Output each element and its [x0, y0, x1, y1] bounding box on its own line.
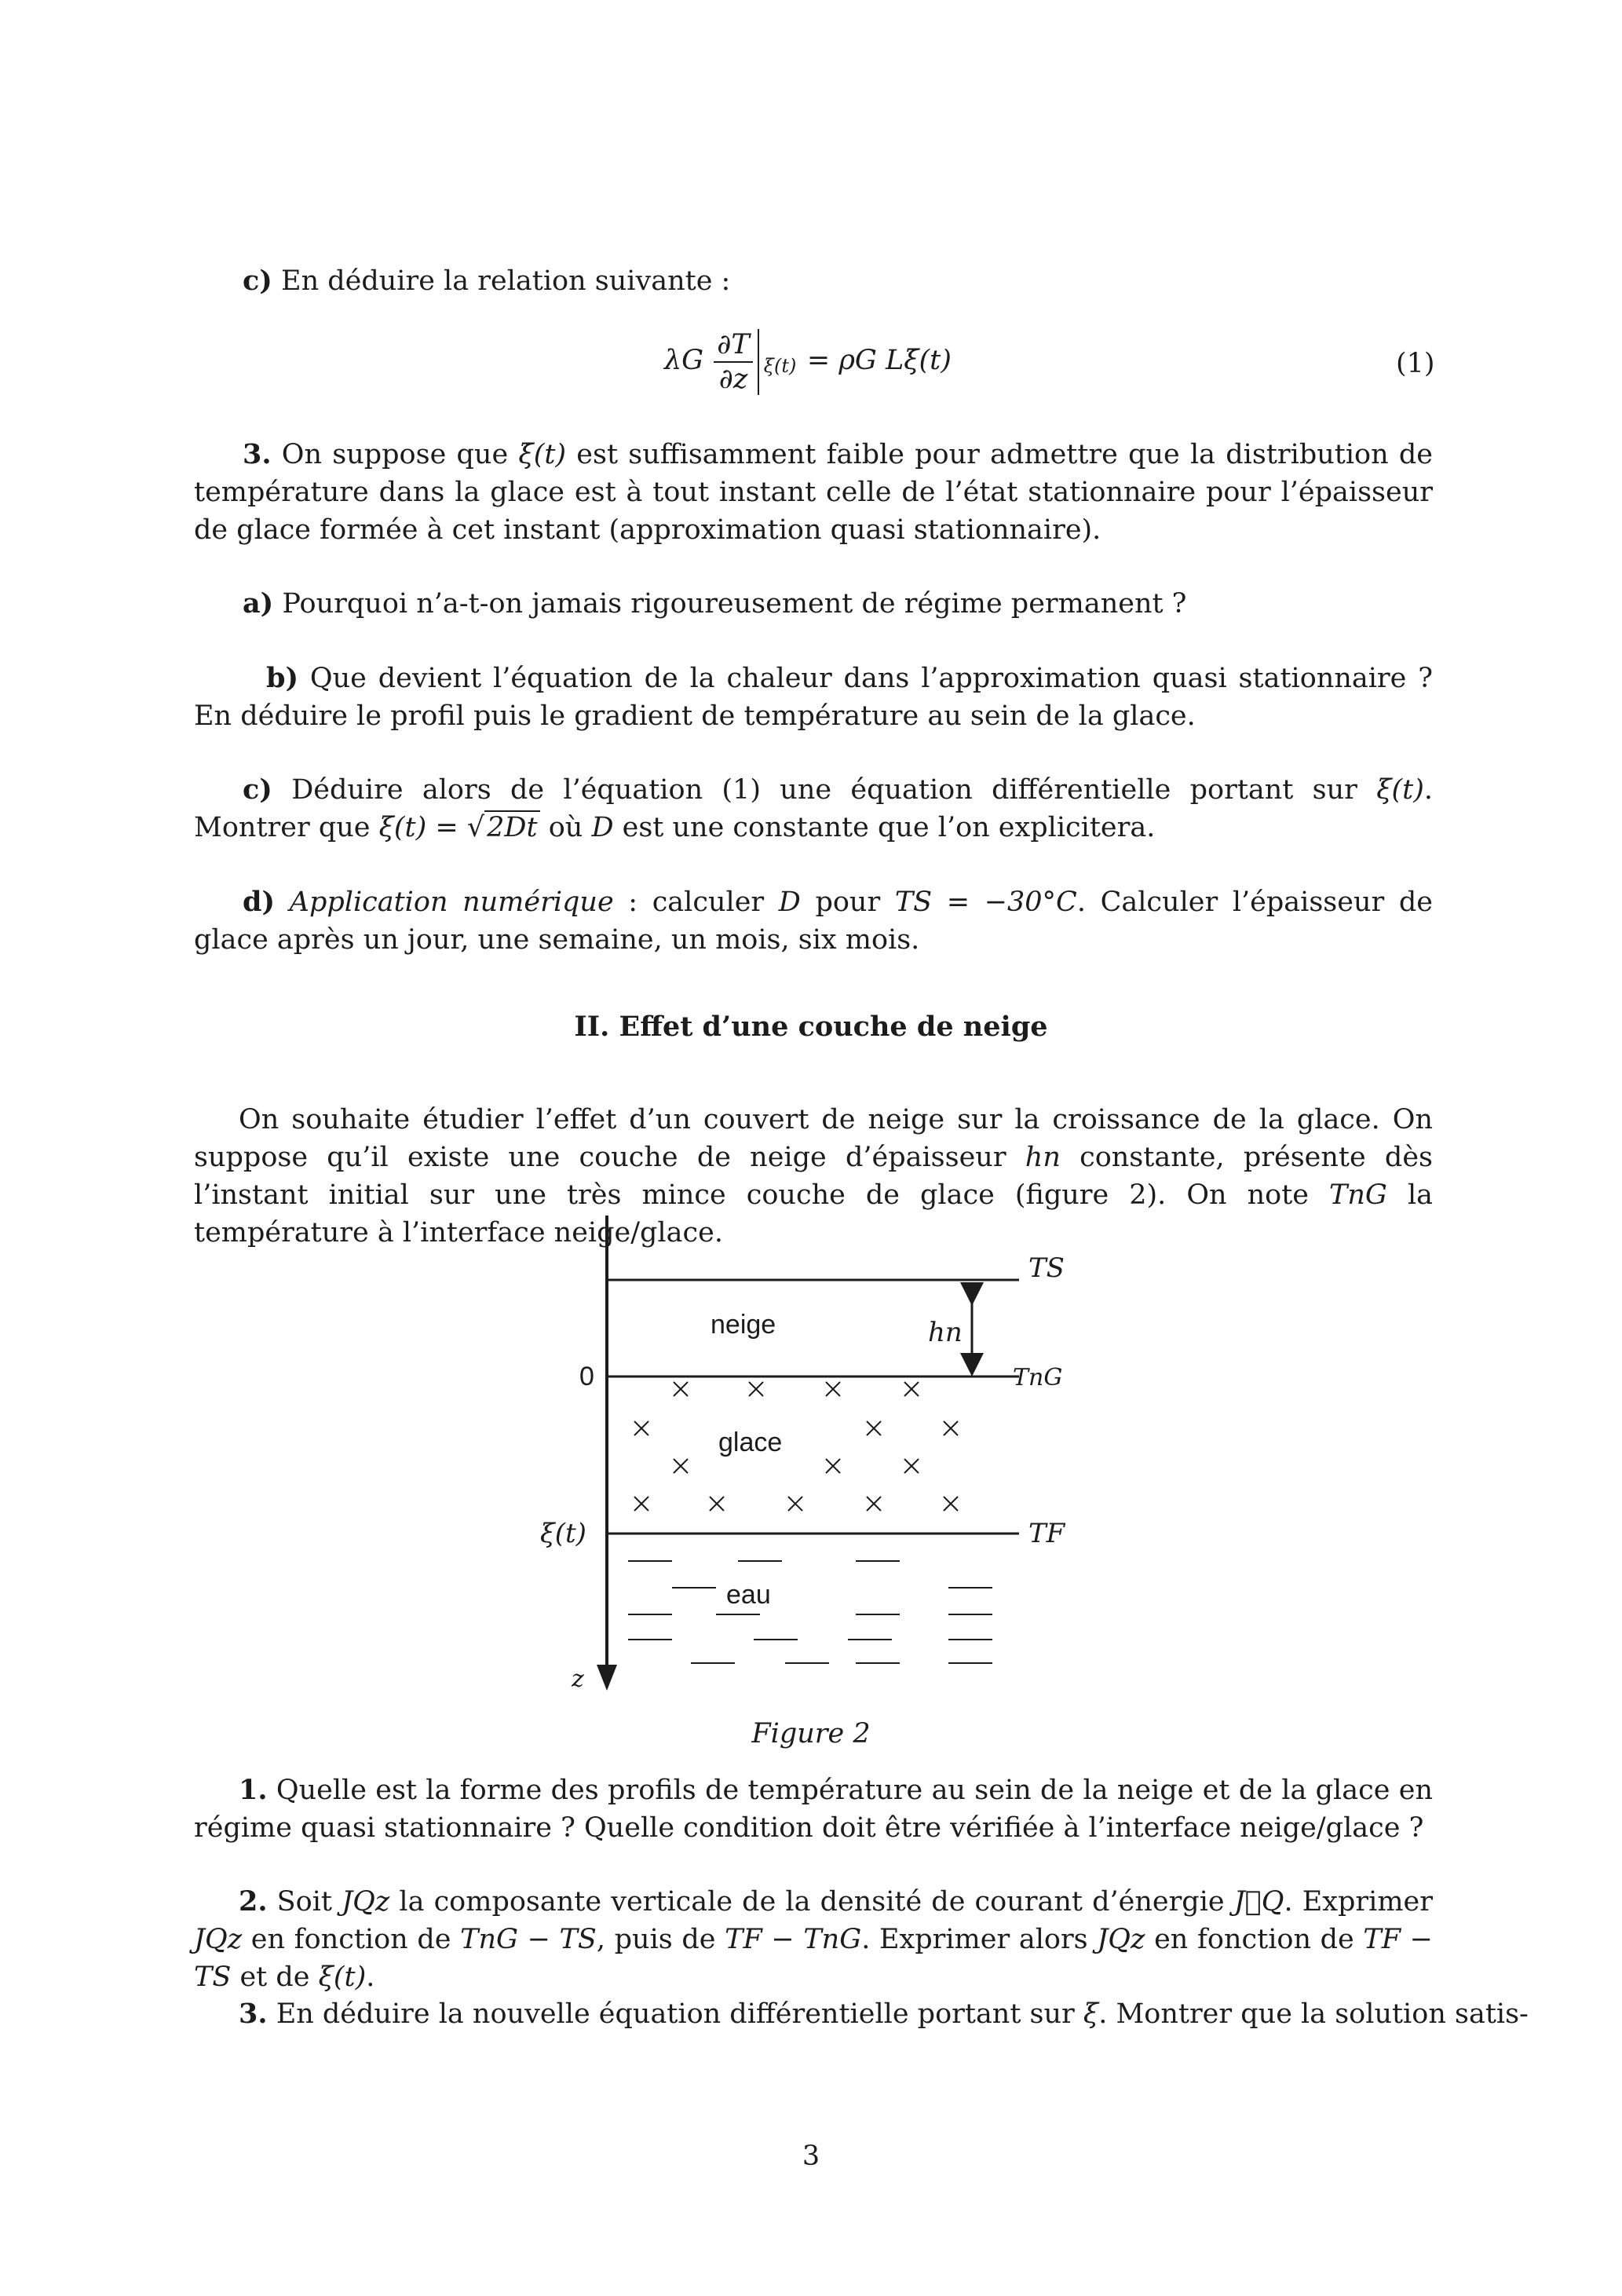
constant-D: D	[591, 812, 614, 843]
figure-2-diagram	[518, 1216, 1083, 1695]
equation-1	[664, 325, 952, 396]
question-text-cont: . Montrer que la solution satis-	[1098, 1998, 1529, 2030]
label-neige: neige	[711, 1310, 776, 1340]
evaluation-point: ξ(t)	[763, 354, 797, 377]
question-text: Que devient l’équation de la chaleur dans l’approximation quasi stationnaire ? En déduire le profil puis le gradient de température au sein de la glace.	[194, 663, 1433, 732]
question-ii-2	[194, 1883, 1433, 1996]
question-text: En déduire la relation suivante :	[281, 265, 731, 297]
question-text: Pourquoi n’a-t-on jamais rigoureusement de régime permanent ?	[282, 588, 1187, 620]
question-text-cont2: où	[539, 812, 592, 843]
question-label: d)	[243, 886, 276, 918]
question-3-intro	[194, 436, 1433, 549]
question-label: b)	[266, 662, 299, 694]
intro-text-cont: constante, présente dès l’instant initial sur une très mince couche de glace (figure 2). On note	[194, 1142, 1433, 1211]
fraction-numerator: ∂T	[714, 328, 752, 363]
question-text: On suppose que	[281, 439, 519, 470]
constant-D: D	[778, 887, 801, 918]
text-1: Soit	[276, 1886, 342, 1918]
surface-temperature: TS = −30°C	[894, 887, 1077, 918]
snow-thickness: hn	[1025, 1142, 1061, 1173]
question-label: c)	[243, 265, 272, 297]
label-xi: ξ(t)	[540, 1518, 586, 1549]
figure-caption: Figure 2	[751, 1718, 871, 1749]
question-text-cont3: est une constante que l’on explicitera.	[613, 812, 1156, 843]
text-7: en fonction de	[1145, 1924, 1364, 1955]
xi-of-t: ξ(t)	[318, 1961, 367, 1993]
TF-minus-TnG: TF − TnG	[725, 1924, 862, 1955]
text-2: la composante verticale de la densité de courant d’énergie	[389, 1886, 1234, 1918]
question-label: a)	[243, 587, 274, 620]
JQz-1: JQz	[342, 1886, 390, 1918]
question-text: Déduire alors de l’équation (1) une équation différentielle portant sur	[291, 774, 1377, 806]
question-3c: c) Déduire alors de l’équation (1) une équation différentielle portant sur ξ(t). Montrer que ξ(t) = √2Dt où D est une constante que l’on explicitera.	[194, 773, 1433, 843]
text-4: en fonction de	[242, 1924, 461, 1955]
question-label: 2.	[239, 1885, 268, 1918]
question-label: 3.	[243, 438, 272, 470]
ice-crosses	[634, 1382, 958, 1511]
text-6: . Exprimer alors	[861, 1924, 1098, 1955]
JQz-2: JQz	[194, 1924, 243, 1955]
label-zero: 0	[579, 1362, 594, 1391]
text-5: , puis de	[596, 1924, 725, 1955]
equation-fraction	[714, 328, 752, 396]
formula-radicand: 2Dt	[484, 810, 539, 843]
question-text: Quelle est la forme des profils de température au sein de la neige et de la glace en régime quasi stationnaire ? Quelle condition doit être vérifiée à l’interface neige/glace ?	[194, 1775, 1433, 1844]
label-TS: TS	[1028, 1252, 1065, 1284]
question-ii-1	[194, 1771, 1433, 1847]
section-title: II. Effet d’une couche de neige	[574, 1011, 1048, 1043]
intro-text-cont2: la température à l’interface neige/glace.	[194, 1179, 1434, 1249]
fraction-denominator: ∂z	[718, 363, 748, 395]
equation-number: (1)	[1396, 348, 1435, 379]
question-text-cont: est suffisamment faible pour admettre que la distribution de température dans la glace est à tout instant celle de l’état stationnaire pour l’épaisseur de glace formée à cet instant (approximation quasi stationnaire).	[194, 439, 1433, 546]
text-8: et de	[231, 1961, 319, 1993]
evaluation-bar	[758, 329, 798, 395]
intro-text: On souhaite étudier l’effet d’un couvert de neige sur la croissance de la glace. On suppose qu’il existe une couche de neige d’épaisseur	[194, 1104, 1433, 1173]
xi: ξ	[1083, 1998, 1099, 2030]
question-label: c)	[243, 773, 272, 806]
question-2c	[243, 262, 730, 300]
label-glace: glace	[718, 1428, 783, 1457]
water-dashes	[628, 1561, 992, 1663]
JQz-3: JQz	[1097, 1924, 1145, 1955]
label-TnG: TnG	[1013, 1364, 1063, 1391]
question-3d	[194, 883, 1433, 959]
question-text: : calculer	[613, 887, 779, 918]
z-axis-arrowhead	[597, 1665, 617, 1691]
label-hn: hn	[928, 1317, 963, 1348]
equation-lhs-coef: λG	[664, 345, 704, 376]
JQ-vector: J⃗Q	[1233, 1886, 1284, 1918]
equation-rhs: = ρG Lξ̇(t)	[806, 345, 952, 376]
question-3b	[194, 660, 1433, 735]
question-label: 1.	[239, 1774, 268, 1806]
question-text-cont2: . Calculer l’épaisseur de glace après un jour, une semaine, un mois, six mois.	[194, 887, 1433, 956]
application-label: Application numérique	[289, 887, 614, 918]
label-eau: eau	[726, 1580, 771, 1610]
formula-lhs: ξ(t) =	[378, 812, 467, 843]
xi-dot: ξ̇(t)	[518, 439, 567, 470]
label-z: z	[572, 1665, 584, 1693]
question-ii-3	[239, 1995, 1529, 2033]
xi-of-t: ξ(t)	[1376, 774, 1424, 806]
question-text-cont: . Montrer que	[194, 774, 1433, 843]
interface-temperature: TnG	[1329, 1179, 1387, 1211]
question-text-cont: pour	[800, 887, 895, 918]
page-number: 3	[802, 2141, 820, 2172]
text-9: .	[366, 1961, 375, 1993]
question-label: 3.	[239, 1998, 268, 2030]
label-TF: TF	[1028, 1518, 1065, 1549]
question-text: En déduire la nouvelle équation différentielle portant sur	[276, 1998, 1083, 2030]
question-3a	[243, 585, 1186, 623]
text-3: . Exprimer	[1284, 1886, 1433, 1918]
TF-minus-TS: TF − TS	[194, 1924, 1433, 1993]
TnG-minus-TS: TnG − TS	[460, 1924, 597, 1955]
